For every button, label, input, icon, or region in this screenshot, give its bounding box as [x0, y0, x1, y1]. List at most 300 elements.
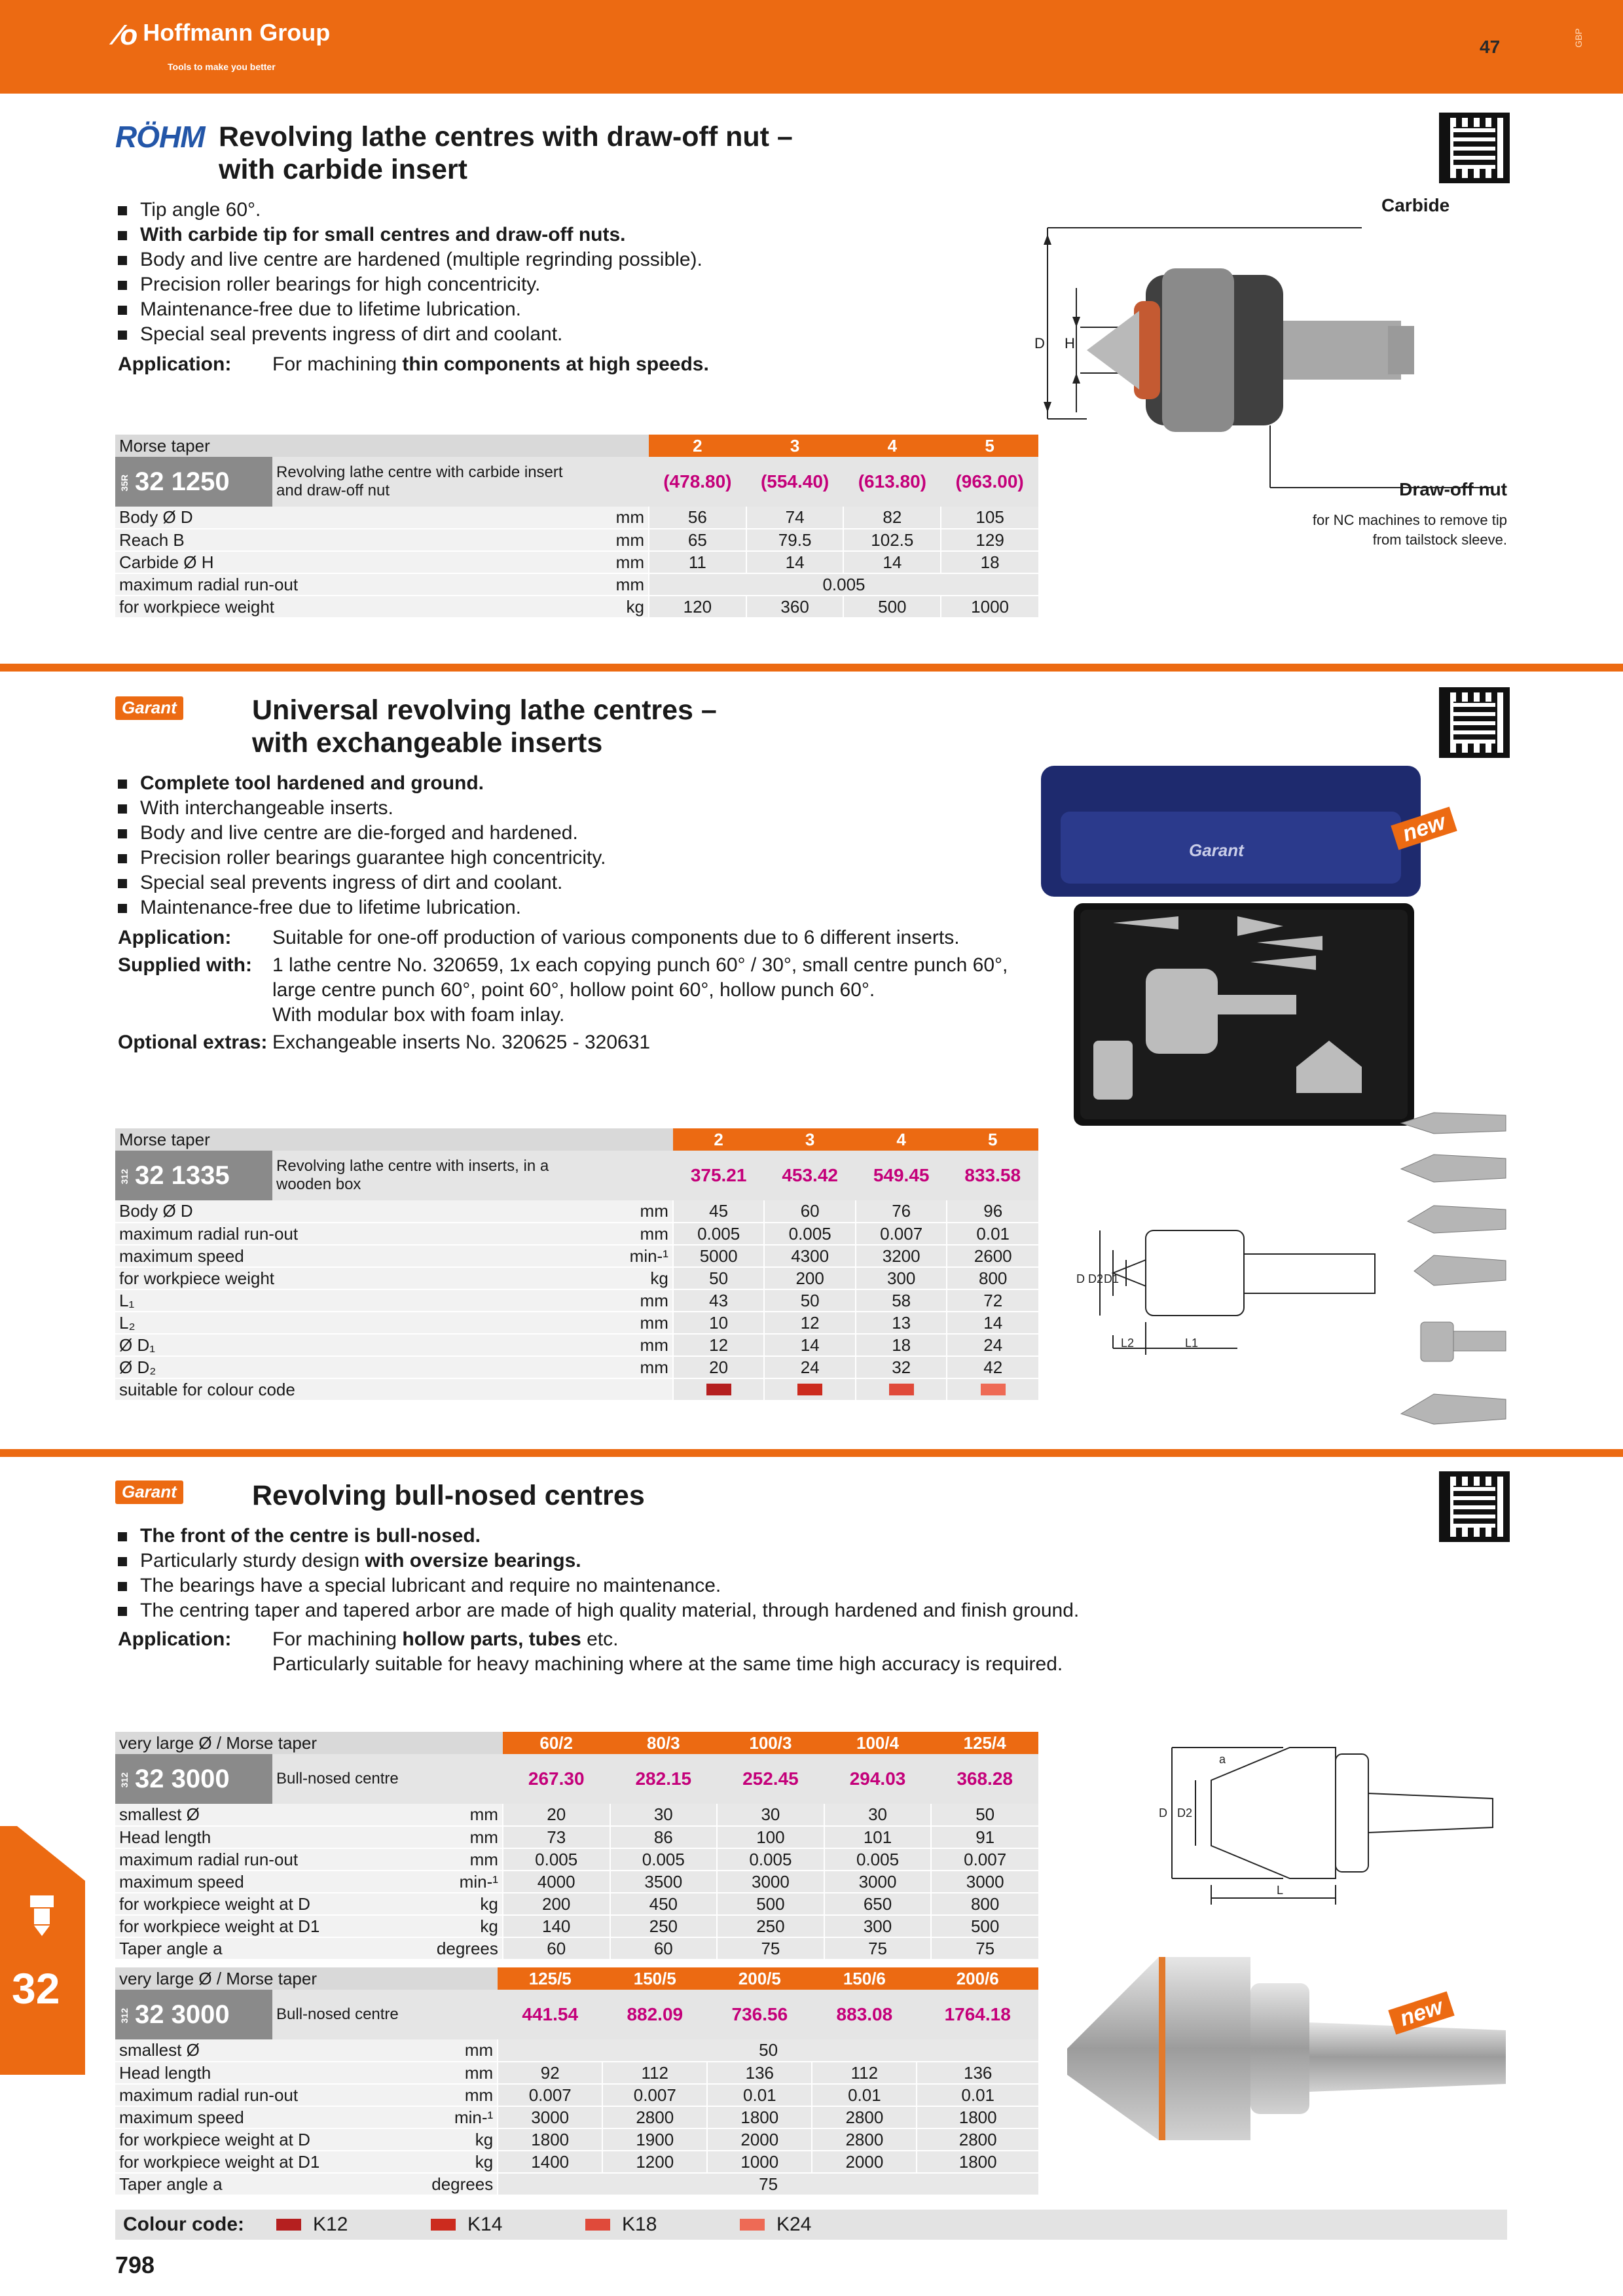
row-label: Reach B	[115, 529, 440, 551]
row-label: maximum radial run-out	[115, 1848, 370, 1871]
table-column-header: 5	[941, 435, 1038, 457]
row-value: 45	[673, 1200, 765, 1223]
colour-swatch	[431, 2219, 456, 2231]
brand-name: Hoffmann Group	[143, 19, 331, 46]
section2-title-line1: Universal revolving lathe centres –	[252, 694, 717, 726]
row-label: maximum speed	[115, 1871, 370, 1893]
row-value: 2800	[917, 2128, 1038, 2151]
row-value: 136	[917, 2062, 1038, 2084]
row-unit: mm	[370, 1804, 503, 1826]
row-value: 0.01	[947, 1223, 1038, 1245]
row-value: 800	[947, 1267, 1038, 1289]
row-unit: mm	[426, 1312, 673, 1334]
lathe-centre-chapter-icon	[25, 1892, 59, 1937]
row-value: 11	[649, 551, 746, 573]
row-value: 3000	[717, 1871, 824, 1893]
section1-feature-list	[118, 198, 1002, 347]
row-label: maximum speed	[115, 2106, 368, 2128]
feature-item: Tip angle 60°.	[118, 198, 1002, 223]
row-label: smallest Ø	[115, 1804, 370, 1826]
row-value: 14	[764, 1334, 856, 1356]
qr-code-icon[interactable]	[1439, 687, 1510, 758]
chapter-tab[interactable]	[0, 1826, 85, 2075]
row-value: 0.007	[856, 1223, 947, 1245]
row-value: 0.007	[498, 2084, 602, 2106]
row-value: 50	[764, 1289, 856, 1312]
table-header-row	[115, 1732, 1038, 1754]
brand-tagline: Tools to make you better	[168, 62, 276, 72]
table-column-header: 125/4	[931, 1732, 1038, 1754]
row-value: 75	[498, 2173, 1038, 2195]
row-value: 50	[673, 1267, 765, 1289]
colour-code-cell	[764, 1378, 856, 1401]
row-value: 2800	[812, 2128, 917, 2151]
feature-item: Body and live centre are die-forged and hardened.	[118, 821, 1034, 846]
table-column-header: 3	[764, 1128, 856, 1151]
application-row	[118, 925, 1034, 950]
row-value: 1800	[917, 2106, 1038, 2128]
application-text-post: etc.	[581, 1628, 619, 1650]
feature-item: Maintenance-free due to lifetime lubrication.	[118, 297, 1002, 322]
article-price: 267.30	[503, 1754, 610, 1804]
colour-code-cell	[947, 1378, 1038, 1401]
row-value: 43	[673, 1289, 765, 1312]
row-unit: min-¹	[426, 1245, 673, 1267]
row-label: Ø D₁	[115, 1334, 426, 1356]
row-value: 75	[931, 1937, 1038, 1960]
article-price: 375.21	[673, 1151, 765, 1200]
table-row	[115, 1826, 1038, 1848]
table-column-header: 3	[746, 435, 844, 457]
row-unit: min-¹	[368, 2106, 498, 2128]
exchangeable-inserts-image	[1395, 1106, 1512, 1440]
row-value: 120	[649, 596, 746, 618]
row-unit: mm	[426, 1289, 673, 1312]
qr-code-icon[interactable]	[1439, 1471, 1510, 1542]
table-row	[115, 1915, 1038, 1937]
application-text	[272, 352, 709, 377]
colour-swatch	[276, 2219, 301, 2231]
row-label: Body Ø D	[115, 1200, 426, 1223]
row-value: 0.007	[931, 1848, 1038, 1871]
row-unit: kg	[368, 2128, 498, 2151]
article-prefix: 312	[119, 1169, 130, 1185]
row-label: for workpiece weight at D	[115, 1893, 370, 1915]
row-value: 102.5	[843, 529, 941, 551]
rohm-logo: RÖHM	[115, 120, 205, 154]
row-value: 1400	[498, 2151, 602, 2173]
table-row	[115, 1804, 1038, 1826]
article-price: 882.09	[602, 1990, 707, 2039]
section-divider	[0, 664, 1623, 672]
row-value: 30	[717, 1804, 824, 1826]
table-row	[115, 2062, 1038, 2084]
row-value: 72	[947, 1289, 1038, 1312]
row-value: 65	[649, 529, 746, 551]
row-value: 0.005	[673, 1223, 765, 1245]
article-row	[115, 1990, 1038, 2039]
colour-swatch	[889, 1384, 914, 1395]
row-unit: mm	[370, 1848, 503, 1871]
table-row	[115, 2084, 1038, 2106]
row-value: 129	[941, 529, 1038, 551]
new-badge: new	[1388, 1991, 1455, 2034]
row-value: 60	[503, 1937, 610, 1960]
row-value: 14	[843, 551, 941, 573]
row-value: 30	[610, 1804, 718, 1826]
row-value: 250	[717, 1915, 824, 1937]
feature-item: Special seal prevents ingress of dirt and coolant.	[118, 870, 1034, 895]
colour-code-item	[431, 2214, 585, 2236]
colour-swatch	[740, 2219, 765, 2231]
section-divider	[0, 1449, 1623, 1457]
row-label: maximum radial run-out	[115, 1223, 426, 1245]
row-value: 0.01	[917, 2084, 1038, 2106]
row-unit: mm	[426, 1200, 673, 1223]
row-value: 50	[931, 1804, 1038, 1826]
article-price: 1764.18	[917, 1990, 1038, 2039]
article-description	[272, 1990, 498, 2039]
hoffmann-logo[interactable]	[115, 19, 331, 72]
supplied-text	[272, 953, 1008, 1028]
row-unit: mm	[426, 1223, 673, 1245]
application-label: Application:	[118, 927, 232, 948]
table-row	[115, 1223, 1038, 1245]
row-value: 136	[707, 2062, 812, 2084]
colour-code-legend	[115, 2210, 1507, 2240]
row-unit: degrees	[370, 1937, 503, 1960]
row-value: 30	[824, 1804, 932, 1826]
row-value: 0.005	[717, 1848, 824, 1871]
dim-l2: L2	[1121, 1336, 1135, 1350]
row-value: 1200	[602, 2151, 707, 2173]
table-row	[115, 596, 1038, 618]
article-description	[272, 1151, 673, 1200]
table-row	[115, 573, 1038, 596]
row-value: 0.007	[602, 2084, 707, 2106]
row-label: Ø D₂	[115, 1356, 426, 1378]
row-value: 75	[717, 1937, 824, 1960]
application-text-bold: thin components at high speeds.	[402, 353, 709, 375]
optional-extras-row	[118, 1030, 1034, 1055]
article-price: 294.03	[824, 1754, 932, 1804]
row-value: 18	[941, 551, 1038, 573]
section2-spec-table	[115, 1128, 1038, 1401]
row-value: 76	[856, 1200, 947, 1223]
supplied-line: With modular box with foam inlay.	[272, 1004, 565, 1026]
row-value: 2000	[812, 2151, 917, 2173]
row-value: 14	[947, 1312, 1038, 1334]
article-price: 833.58	[947, 1151, 1038, 1200]
article-row	[115, 1754, 1038, 1804]
colour-swatch	[981, 1384, 1006, 1395]
article-number: 32 3000	[135, 1764, 230, 1793]
row-value: 650	[824, 1893, 932, 1915]
article-price: 736.56	[707, 1990, 812, 2039]
article-price: 441.54	[498, 1990, 602, 2039]
table-row	[115, 2173, 1038, 2195]
row-value: 14	[746, 551, 844, 573]
dim-d: D	[1076, 1272, 1085, 1285]
optional-label: Optional extras:	[118, 1031, 268, 1053]
row-label: smallest Ø	[115, 2039, 368, 2062]
draw-off-nut-label: Draw-off nut	[1399, 479, 1507, 499]
feature-item: Maintenance-free due to lifetime lubrication.	[118, 895, 1034, 920]
row-value: 0.005	[824, 1848, 932, 1871]
section2-title-line2: with exchangeable inserts	[252, 727, 603, 759]
application-text: Suitable for one-off production of various components due to 6 different inserts.	[272, 927, 960, 948]
feature-text-bold: with oversize bearings.	[365, 1550, 581, 1571]
hoffmann-logo-icon: ⁄o	[115, 19, 138, 51]
row-label: for workpiece weight at D	[115, 2128, 368, 2151]
table-column-header: 100/4	[824, 1732, 932, 1754]
article-price: 252.45	[717, 1754, 824, 1804]
article-row	[115, 457, 1038, 507]
feature-text-pre: Particularly sturdy design	[140, 1550, 365, 1571]
row-value: 1900	[602, 2128, 707, 2151]
application-text-bold: hollow parts, tubes	[402, 1628, 581, 1650]
row-value: 86	[610, 1826, 718, 1848]
dim-d1: D1	[1104, 1272, 1120, 1285]
carbide-label: Carbide	[1381, 195, 1450, 215]
table-column-header: 2	[649, 435, 746, 457]
table-column-header: 60/2	[503, 1732, 610, 1754]
table-row	[115, 1937, 1038, 1960]
row-value: 0.005	[610, 1848, 718, 1871]
row-value: 200	[503, 1893, 610, 1915]
row-value: 112	[602, 2062, 707, 2084]
row-unit: mm	[370, 1826, 503, 1848]
table-row	[115, 551, 1038, 573]
row-value: 60	[764, 1200, 856, 1223]
dim-d2: D2	[1177, 1806, 1193, 1820]
table-column-header: 150/6	[812, 1967, 917, 1990]
row-label: L₁	[115, 1289, 426, 1312]
feature-item: The front of the centre is bull-nosed.	[118, 1524, 1100, 1549]
row-value: 18	[856, 1334, 947, 1356]
row-unit	[426, 1378, 673, 1401]
row-value: 500	[717, 1893, 824, 1915]
section1-title	[219, 120, 793, 186]
dim-l: L	[1277, 1884, 1284, 1897]
table-header-row	[115, 1967, 1038, 1990]
table-row	[115, 2039, 1038, 2062]
section3-spec-table-xlarge	[115, 1967, 1038, 2196]
section2-feature-list	[118, 771, 1034, 920]
colour-code-name: K18	[622, 2214, 657, 2235]
article-price: (554.40)	[746, 457, 844, 507]
row-value: 2000	[707, 2128, 812, 2151]
article-price: 549.45	[856, 1151, 947, 1200]
row-value: 24	[764, 1356, 856, 1378]
colour-code-name: K14	[467, 2214, 503, 2235]
row-value: 12	[764, 1312, 856, 1334]
row-value: 101	[824, 1826, 932, 1848]
draw-off-desc-line1: for NC machines to remove tip	[1312, 512, 1507, 528]
article-row	[115, 1151, 1038, 1200]
row-label: maximum radial run-out	[115, 2084, 368, 2106]
row-value: 0.005	[649, 573, 1038, 596]
row-value: 3000	[824, 1871, 932, 1893]
supplied-line: 1 lathe centre No. 320659, 1x each copying punch 60° / 30°, small centre punch 60°,	[272, 954, 1008, 976]
row-value: 92	[498, 2062, 602, 2084]
colour-swatch	[585, 2219, 610, 2231]
section1-application	[118, 352, 709, 377]
qr-code-icon[interactable]	[1439, 113, 1510, 183]
table-column-header: 100/3	[717, 1732, 824, 1754]
article-prefix: 35R	[119, 475, 130, 492]
row-value: 360	[746, 596, 844, 618]
row-unit: mm	[426, 1334, 673, 1356]
table-row	[115, 1312, 1038, 1334]
row-value: 24	[947, 1334, 1038, 1356]
colour-code-name: K12	[313, 2214, 348, 2235]
article-number-cell	[115, 1754, 272, 1804]
article-number-cell	[115, 457, 272, 507]
row-value: 75	[824, 1937, 932, 1960]
table-row	[115, 1848, 1038, 1871]
row-value: 2800	[812, 2106, 917, 2128]
country-code: GBP	[1573, 28, 1584, 48]
row-unit: kg	[370, 1893, 503, 1915]
row-value: 450	[610, 1893, 718, 1915]
table-header-label: very large Ø / Morse taper	[115, 1967, 498, 1990]
row-value: 79.5	[746, 529, 844, 551]
row-unit: mm	[440, 551, 649, 573]
page-number: 47	[1480, 37, 1501, 57]
table-row	[115, 529, 1038, 551]
table-row	[115, 1871, 1038, 1893]
table-column-header: 2	[673, 1128, 765, 1151]
row-unit: degrees	[368, 2173, 498, 2195]
row-value: 1800	[917, 2151, 1038, 2173]
row-unit: kg	[440, 596, 649, 618]
row-value: 140	[503, 1915, 610, 1937]
table-column-header: 5	[947, 1128, 1038, 1151]
row-value: 74	[746, 507, 844, 529]
row-value: 300	[824, 1915, 932, 1937]
footer-page-number: 798	[115, 2251, 155, 2278]
row-value: 4300	[764, 1245, 856, 1267]
row-label: maximum radial run-out	[115, 573, 440, 596]
row-value: 0.005	[764, 1223, 856, 1245]
article-prefix: 312	[119, 1772, 130, 1788]
row-value: 0.01	[812, 2084, 917, 2106]
article-desc-line: and draw-off nut	[276, 482, 390, 499]
application-label: Application:	[118, 353, 232, 375]
row-label: suitable for colour code	[115, 1378, 426, 1401]
section3-application	[118, 1627, 1063, 1677]
row-value: 82	[843, 507, 941, 529]
article-number: 32 1335	[135, 1160, 230, 1190]
table-column-header: 125/5	[498, 1967, 602, 1990]
optional-text: Exchangeable inserts No. 320625 - 320631	[272, 1031, 651, 1053]
row-value: 10	[673, 1312, 765, 1334]
table-row	[115, 507, 1038, 529]
section3-title: Revolving bull-nosed centres	[252, 1480, 645, 1511]
row-label: maximum speed	[115, 1245, 426, 1267]
row-label: for workpiece weight	[115, 596, 440, 618]
colour-code-name: K24	[776, 2214, 812, 2235]
table-row	[115, 1334, 1038, 1356]
row-value: 105	[941, 507, 1038, 529]
row-value: 1000	[707, 2151, 812, 2173]
row-value: 1000	[941, 596, 1038, 618]
colour-swatch	[797, 1384, 822, 1395]
row-value: 3000	[931, 1871, 1038, 1893]
row-label: Body Ø D	[115, 507, 440, 529]
supplied-with-row	[118, 953, 1034, 1028]
article-desc-line: wooden box	[276, 1175, 361, 1193]
row-label: Head length	[115, 2062, 368, 2084]
row-value: 800	[931, 1893, 1038, 1915]
table-row	[115, 2151, 1038, 2173]
feature-item: Complete tool hardened and ground.	[118, 771, 1034, 796]
row-value: 20	[503, 1804, 610, 1826]
article-desc-line: Revolving lathe centre with carbide insert	[276, 463, 563, 481]
row-label: for workpiece weight at D1	[115, 2151, 368, 2173]
row-label: Taper angle a	[115, 2173, 368, 2195]
application-label: Application:	[118, 1628, 232, 1650]
table-row	[115, 1200, 1038, 1223]
article-price: 282.15	[610, 1754, 718, 1804]
bull-nosed-centre-dimension-drawing	[1152, 1734, 1506, 1924]
row-unit: mm	[440, 507, 649, 529]
article-description	[272, 1754, 503, 1804]
row-value: 5000	[673, 1245, 765, 1267]
row-value: 1800	[707, 2106, 812, 2128]
row-value: 2600	[947, 1245, 1038, 1267]
table-row	[115, 1893, 1038, 1915]
row-value: 96	[947, 1200, 1038, 1223]
colour-code-cell	[856, 1378, 947, 1401]
feature-item: The bearings have a special lubricant and require no maintenance.	[118, 1573, 1100, 1598]
row-value: 3500	[610, 1871, 718, 1893]
table-row	[115, 1289, 1038, 1312]
feature-item: Body and live centre are hardened (multiple regrinding possible).	[118, 247, 1002, 272]
table-row	[115, 1245, 1038, 1267]
application-text	[272, 1627, 1063, 1677]
row-value: 0.01	[707, 2084, 812, 2106]
row-unit: min-¹	[370, 1871, 503, 1893]
dim-d2: D2	[1088, 1272, 1104, 1285]
row-unit: mm	[426, 1356, 673, 1378]
article-price: 453.42	[764, 1151, 856, 1200]
dim-a: a	[1219, 1753, 1226, 1766]
row-value: 58	[856, 1289, 947, 1312]
table-header-label: Morse taper	[115, 435, 649, 457]
row-value: 3000	[498, 2106, 602, 2128]
row-value: 73	[503, 1826, 610, 1848]
colour-code-item	[585, 2214, 740, 2236]
row-unit: kg	[426, 1267, 673, 1289]
dim-d: D	[1159, 1806, 1167, 1820]
article-price: (963.00)	[941, 457, 1038, 507]
article-price: 368.28	[931, 1754, 1038, 1804]
row-unit: kg	[370, 1915, 503, 1937]
row-value: 100	[717, 1826, 824, 1848]
article-number-cell	[115, 1990, 272, 2039]
article-number: 32 1250	[135, 467, 230, 496]
section1-title-line1: Revolving lathe centres with draw-off nut –	[219, 121, 793, 152]
row-value: 200	[764, 1267, 856, 1289]
row-label: for workpiece weight	[115, 1267, 426, 1289]
article-prefix: 312	[119, 2008, 130, 2024]
row-value: 112	[812, 2062, 917, 2084]
feature-item	[118, 1549, 1100, 1573]
row-value: 42	[947, 1356, 1038, 1378]
row-unit: mm	[440, 573, 649, 596]
